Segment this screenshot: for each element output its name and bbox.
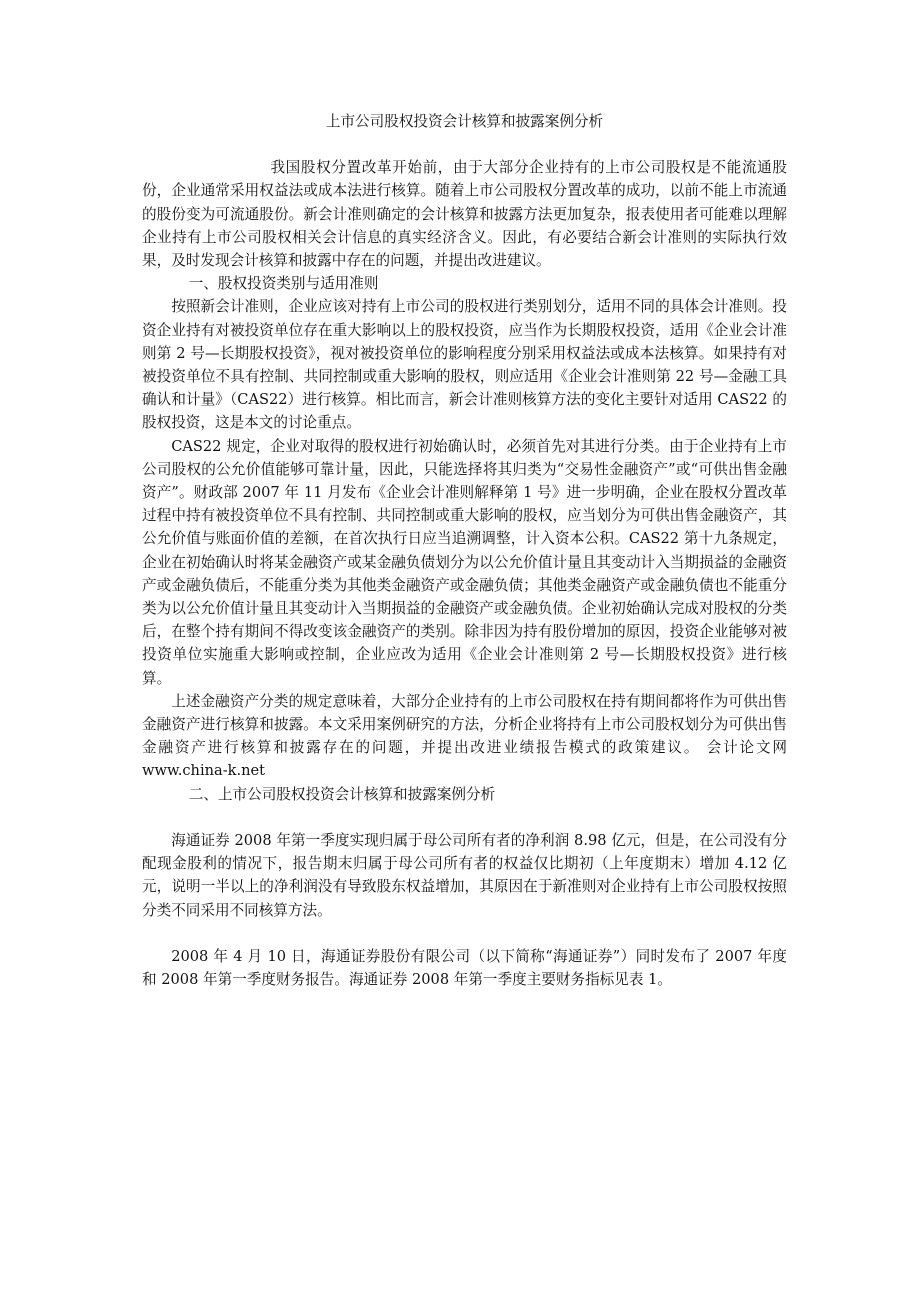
intro-paragraph: 我国股权分置改革开始前，由于大部分企业持有的上市公司股权是不能流通股份，企业通常采用权益法或成本法进行核算。随着上市公司股权分置改革的成功，以前不能上市流通的股份变为可流通股份。新会计准则确定的会计核算和披露方法更加复杂，报表使用者可能难以理解企业持有上市公司股权相关会计信息的真实经济含义。因此，有必要结合新会计准则的实际执行效果，及时发现会计核算和披露中存在的问题，并提出改进建议。 <box>142 159 787 270</box>
section2-paragraph-1: 海通证券 2008 年第一季度实现归属于母公司所有者的净利润 8.98 亿元，但是，在公司没有分配现金股利的情况下，报告期末归属于母公司所有者的权益仅比期初（上年度期末）增加 4.12 亿元，说明一半以上的净利润没有导致股东权益增加，其原因在于新准则对企业持有上市公司股权按照分类不同采用不同核算方法。 <box>142 831 787 919</box>
section1-paragraph-2: CAS22 规定，企业对取得的股权进行初始确认时，必须首先对其进行分类。由于企业持有上市公司股权的公允价值能够可靠计量，因此，只能选择将其归类为“交易性金融资产”或“可供出售金融资产”。财政部 2007 年 11 月发布《企业会计准则解释第 1 号》进一步明确，企业在股权分置改革过程中持有被投资单位不具有控制、共同控制或重大影响的股权，应当划分为可供出售金融资产，其公允价值与账面价值的差额，在首次执行日应当追溯调整，计入资本公积。CAS22 第十九条规定，企业在初始确认时将某金融资产或某金融负债划分为以公允价值计量且其变动计入当期损益的金融资产或金融负债后，不能重分类为其他类金融资产或金融负债；其他类金融资产或金融负债也不能重分类为以公允价值计量且其变动计入当期损益的金融资产或金融负债。企业初始确认完成对股权的分类后，在整个持有期间不得改变该金融资产的类别。除非因为持有股份增加的原因，投资企业能够对被投资单位实施重大影响或控制，企业应改为适用《企业会计准则第 2 号—长期股权投资》进行核算。 <box>142 437 787 687</box>
section1-heading: 一、股权投资类别与适用准则 <box>188 275 379 293</box>
blank-line <box>142 922 787 945</box>
blank-line <box>142 806 787 829</box>
section2-heading: 二、上市公司股权投资会计核算和披露案例分析 <box>188 785 496 803</box>
document-page <box>142 110 787 991</box>
document-title: 上市公司股权投资会计核算和披露案例分析 <box>325 113 604 130</box>
section2-paragraph-2: 2008 年 4 月 10 日，海通证券股份有限公司（以下简称“海通证券”）同时发布了 2007 年度和 2008 年第一季度财务报告。海通证券 2008 年第一季度主要财务指标见表 1。 <box>142 947 787 988</box>
section1-paragraph-1: 按照新会计准则，企业应该对持有上市公司的股权进行类别划分，适用不同的具体会计准则。投资企业持有对被投资单位存在重大影响以上的股权投资，应当作为长期股权投资，适用《企业会计准则第 2 号—长期股权投资》，视对被投资单位的影响程度分别采用权益法或成本法核算。如果持有对被投资单位不具有控制、共同控制或重大影响的股权，则应适用《企业会计准则第 22 号—金融工具确认和计量》（CAS22）进行核算。相比而言，新会计准则核算方法的变化主要针对适用 CAS22 的股权投资，这是本文的讨论重点。 <box>142 298 787 432</box>
section1-paragraph-3: 上述金融资产分类的规定意味着，大部分企业持有的上市公司股权在持有期间都将作为可供出售金融资产进行核算和披露。本文采用案例研究的方法，分析企业将持有上市公司股权划分为可供出售金融资产进行核算和披露存在的问题，并提出改进业绩报告模式的政策建议。 会计论文网 www.china-k.net <box>142 692 787 780</box>
